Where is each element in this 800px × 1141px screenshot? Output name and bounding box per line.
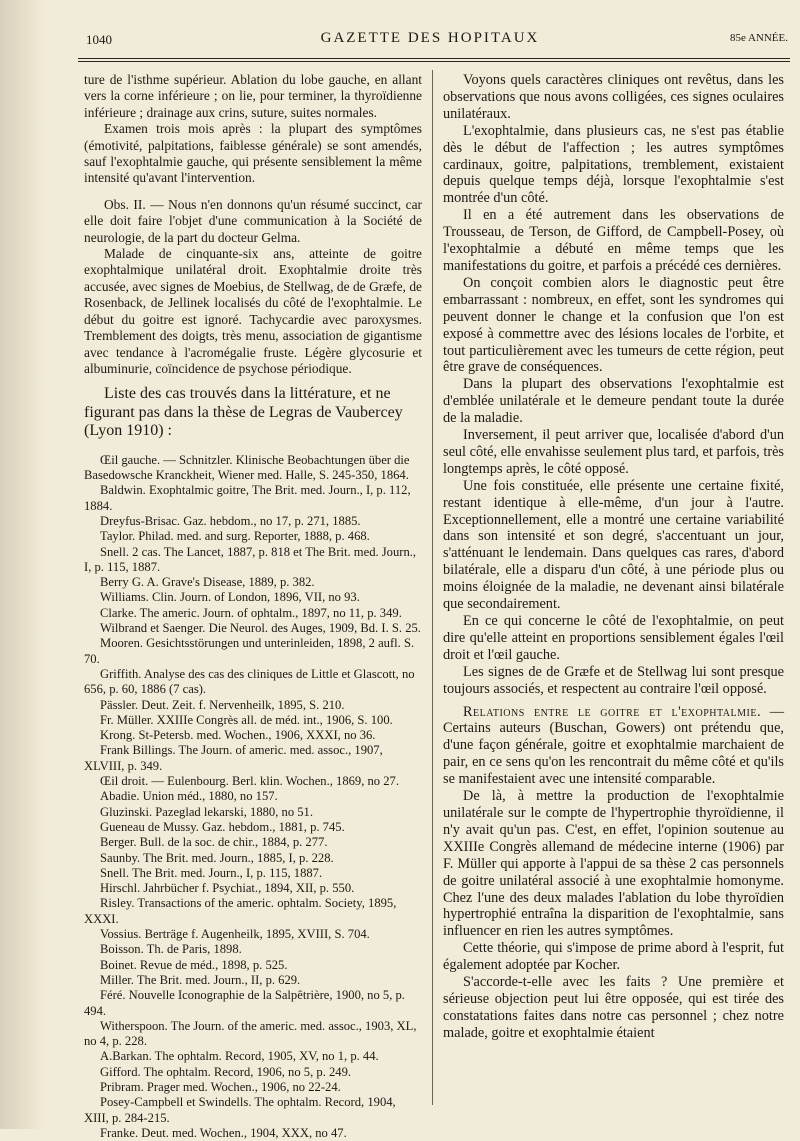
- right-column: [443, 72, 784, 1042]
- right-paragraph-10: [443, 704, 784, 789]
- ref-gauche-item: Baldwin. Exophtalmic goitre, The Brit. med. Journ., I, p. 112, 1884.: [84, 483, 411, 513]
- ref-gauche-item: Krong. St-Petersb. med. Wochen., 1906, XXXI, no 36.: [100, 728, 376, 743]
- right-paragraph-2: L'exophtalmie, dans plusieurs cas, ne s'est pas établie dès le début de l'affection ; les autres symptômes cardinaux, goitre, palpitations, tremblement, existaient depuis quelque temps déjà, lorsque l'exophtalmie s'est montrée d'un côté.: [443, 122, 784, 207]
- ref-droit-item: Boinet. Revue de méd., 1898, p. 525.: [100, 957, 288, 972]
- right-paragraph-1: Voyons quels caractères cliniques ont revêtus, dans les observations que nous avons colligées, ces signes oculaires unilatéraux.: [443, 72, 784, 122]
- ref-droit-item: Pribram. Prager med. Wochen., 1906, no 22-24.: [100, 1079, 341, 1094]
- ref-droit-item: Saunby. The Brit. med. Journ., 1885, I, p. 228.: [100, 850, 334, 865]
- page-number: 1040: [86, 32, 112, 47]
- ref-gauche-item: Pässler. Deut. Zeit. f. Nervenheilk, 1895, S. 210.: [100, 697, 345, 712]
- right-paragraph-8: En ce qui concerne le côté de l'exophtalmie, on peut dire qu'elle atteint en proportions sensiblement égales l'œil droit et l'œil gauche.: [443, 613, 784, 663]
- ref-droit-item: Féré. Nouvelle Iconographie de la Salpêtrière, 1900, no 5, p. 494.: [84, 988, 405, 1018]
- right-paragraph-6: Inversement, il peut arriver que, localisée d'abord d'un seul côté, elle envahisse seulement plus tard, et parfois, très longtemps après, le côté opposé.: [443, 427, 784, 477]
- page-header: [70, 28, 790, 54]
- journal-title: GAZETTE DES HOPITAUX: [320, 30, 540, 46]
- ref-droit-item: Snell. The Brit. med. Journ., I, p. 115, 1887.: [100, 865, 323, 880]
- ref-gauche-item: Taylor. Philad. med. and surg. Reporter, 1888, p. 468.: [100, 529, 370, 544]
- case-list-heading: Liste des cas trouvés dans la littérature, et ne figurant pas dans la thèse de Legras de Vaubercey (Lyon 1910) :: [84, 385, 403, 440]
- references-list: [84, 453, 422, 1141]
- header-rule-top: [78, 58, 790, 59]
- ref-droit-item: Gluzinski. Pazeglad lekarski, 1880, no 51.: [100, 804, 314, 819]
- section-heading-relations: Relations entre le goitre et l'exophtalmie.: [463, 703, 762, 720]
- ref-droit-item: A.Barkan. The ophtalm. Record, 1905, XV, no 1, p. 44.: [100, 1049, 379, 1064]
- ref-droit-item: Hirschl. Jahrbücher f. Psychiat., 1894, XII, p. 550.: [100, 881, 355, 896]
- ref-droit-item: Posey-Campbell et Swindells. The ophtalm. Record, 1904, XIII, p. 284-215.: [84, 1095, 396, 1125]
- ref-droit-item: Gifford. The ophtalm. Record, 1906, no 5, p. 249.: [100, 1064, 352, 1079]
- section-body-relations: — Certains auteurs (Buschan, Gowers) ont prétendu que, d'une façon générale, goitre et exophtalmie marchaient de pair, en ce sens qu'on les rencontrait du même côté et qu'ils se manifestaient avec une intensité comparable.: [443, 703, 784, 788]
- header-rule-bottom: [78, 61, 790, 62]
- journal-year: 85e ANNÉE.: [729, 32, 788, 44]
- ref-gauche-item: Wilbrand et Saenger. Die Neurol. des Auges, 1909, Bd. I. S. 25.: [100, 621, 421, 636]
- page-binding-shadow: [0, 0, 46, 1129]
- observation-2-heading: Obs. II. — Nous n'en donnons qu'un résumé succinct, car elle doit faire l'objet d'une communication à la Société de neurologie, de la part du docteur Gelma.: [84, 196, 422, 245]
- ref-droit-item: Abadie. Union méd., 1880, no 157.: [100, 789, 278, 804]
- ref-gauche-item: Œil gauche. — Schnitzler. Klinische Beobachtungen über die Basedowsche Kranckheit, Wiener med. Halle, S. 245-350, 1864.: [84, 452, 410, 483]
- ref-gauche-item: Williams. Clin. Journ. of London, 1896, VII, no 93.: [100, 590, 360, 605]
- ref-gauche-item: Snell. 2 cas. The Lancet, 1887, p. 818 et The Brit. med. Journ., I, p. 115, 1887.: [84, 544, 417, 574]
- column-divider: [432, 70, 433, 1105]
- ref-droit-item: Risley. Transactions of the americ. ophtalm. Society, 1895, XXXI.: [84, 896, 397, 926]
- left-paragraph-2: Examen trois mois après : la plupart des symptômes (émotivité, palpitations, faiblesse générale) se sont amendés, sauf l'exophtalmie gauche, qui présente sensiblement la même intensité qu'avant l'intervention.: [84, 121, 422, 186]
- ref-droit-item: Vossius. Berträge f. Augenheilk, 1895, XVIII, S. 704.: [100, 927, 370, 942]
- right-paragraph-5: Dans la plupart des observations l'exophtalmie est d'emblée unilatérale et le demeure pendant toute la durée de la maladie.: [443, 376, 784, 427]
- right-paragraph-11: De là, à mettre la production de l'exophtalmie unilatérale sur le compte de l'hypertrophie thyroïdienne, il n'y avait qu'un pas. C'est, en effet, l'opinion soutenue au XXIIIe Congrès allemand de médecine interne (1906) par F. Müller qui apporte à l'appui de sa thèse 2 cas personnels de goitre unilatéral associé à une exophtalmie homonyme. Chez l'une des deux malades l'ablation du lobe thyroïdien hypertrophié entraîna la disparition de l'exophtalmie, sans influencer en rien les autres symptômes.: [443, 788, 784, 940]
- ref-gauche-item: Mooren. Gesichtsstörungen und unterinleiden, 1898, 2 aufl. S. 70.: [84, 636, 415, 666]
- ref-gauche-item: Berry G. A. Grave's Disease, 1889, p. 382.: [100, 575, 315, 590]
- ref-droit-item: Gueneau de Mussy. Gaz. hebdom., 1881, p. 745.: [100, 819, 345, 834]
- right-paragraph-12: Cette théorie, qui s'impose de prime abord à l'esprit, fut également adoptée par Kocher.: [443, 940, 784, 974]
- ref-gauche-item: Clarke. The americ. Journ. of ophtalm., 1897, no 11, p. 349.: [100, 605, 402, 620]
- ref-droit-item: Witherspoon. The Journ. of the americ. med. assoc., 1903, XL, no 4, p. 228.: [84, 1018, 417, 1049]
- ref-droit-item: Berger. Bull. de la soc. de chir., 1884, p. 277.: [100, 835, 328, 850]
- right-paragraph-4: On conçoit combien alors le diagnostic peut être embarrassant : nombreux, en effet, sont les syndromes qui peuvent donner le change et la confusion que l'on est exposé à commettre avec des lésions locales de l'orbite, et tout particulièrement avec les tumeurs de cette région, peut être grave de conséquences.: [443, 274, 784, 376]
- right-paragraph-9: Les signes de de Græfe et de Stellwag lui sont presque toujours associés, et respectent au contraire l'œil opposé.: [443, 663, 784, 697]
- right-paragraph-13: S'accorde-t-elle avec les faits ? Une première et sérieuse objection peut lui être opposée, qui est tirée des constatations faites dans notre cas personnel ; chez notre malade, goitre et exophtalmie étaient: [443, 974, 784, 1041]
- ref-gauche-item: Griffith. Analyse des cas des cliniques de Little et Glascott, no 656, p. 60, 1886 (7 cas).: [84, 666, 415, 697]
- left-paragraph-1: ture de l'isthme supérieur. Ablation du lobe gauche, en allant vers la corne inférieure ; on lie, pour terminer, la thyroïdienne inférieure ; drainage aux crins, suture, suites normales.: [84, 72, 422, 120]
- ref-gauche-item: Dreyfus-Brisac. Gaz. hebdom., no 17, p. 271, 1885.: [100, 514, 361, 528]
- ref-droit-item: Franke. Deut. med. Wochen., 1904, XXX, no 47.: [100, 1125, 347, 1140]
- ref-droit-item: Miller. The Brit. med. Journ., II, p. 629.: [100, 972, 301, 987]
- ref-gauche-item: Fr. Müller. XXIIIe Congrès all. de méd. int., 1906, S. 100.: [100, 712, 393, 727]
- observation-2-body: Malade de cinquante-six ans, atteinte de goitre exophtalmique unilatéral droit. Exophtalmie droite très accusée, avec signes de Moebius, de Stellwag, de de Græfe, de Rosenback, de Jellinek localisés du côté de l'exophtalmie. Le début du goitre est ignoré. Tachycardie avec paroxysmes. Tremblement des doigts, très menu, association de gigantisme avec tendance à l'acromégalie fruste. Légère glycosurie et albuminurie, coïncidence de psychose périodique.: [84, 246, 422, 376]
- ref-gauche-item: Frank Billings. The Journ. of americ. med. assoc., 1907, XLVIII, p. 349.: [84, 743, 383, 773]
- ref-droit-item: Œil droit. — Eulenbourg. Berl. klin. Wochen., 1869, no 27.: [100, 774, 399, 789]
- left-column: [84, 72, 422, 1141]
- right-paragraph-3: Il en a été autrement dans les observations de Trousseau, de Terson, de Gifford, de Campbell-Posey, où l'exophtalmie a débuté en même temps que les manifestations du goitre, et parfois a précédé ces dernières.: [443, 207, 784, 274]
- right-paragraph-7: Une fois constituée, elle présente une certaine fixité, restant identique à elle-même, d'un jour à l'autre. Exceptionnellement, elle a montré une certaine variabilité dans son intensité et son degré, s'accentuant un jour, s'atténuant le lendemain. Dans quelques cas rares, d'abord bilatérale, elle a disparu d'un côté, à une période plus ou moins éloignée de la maladie, ne devenant ainsi bilatérale que secondairement.: [443, 477, 784, 613]
- ref-droit-item: Boisson. Th. de Paris, 1898.: [100, 942, 242, 957]
